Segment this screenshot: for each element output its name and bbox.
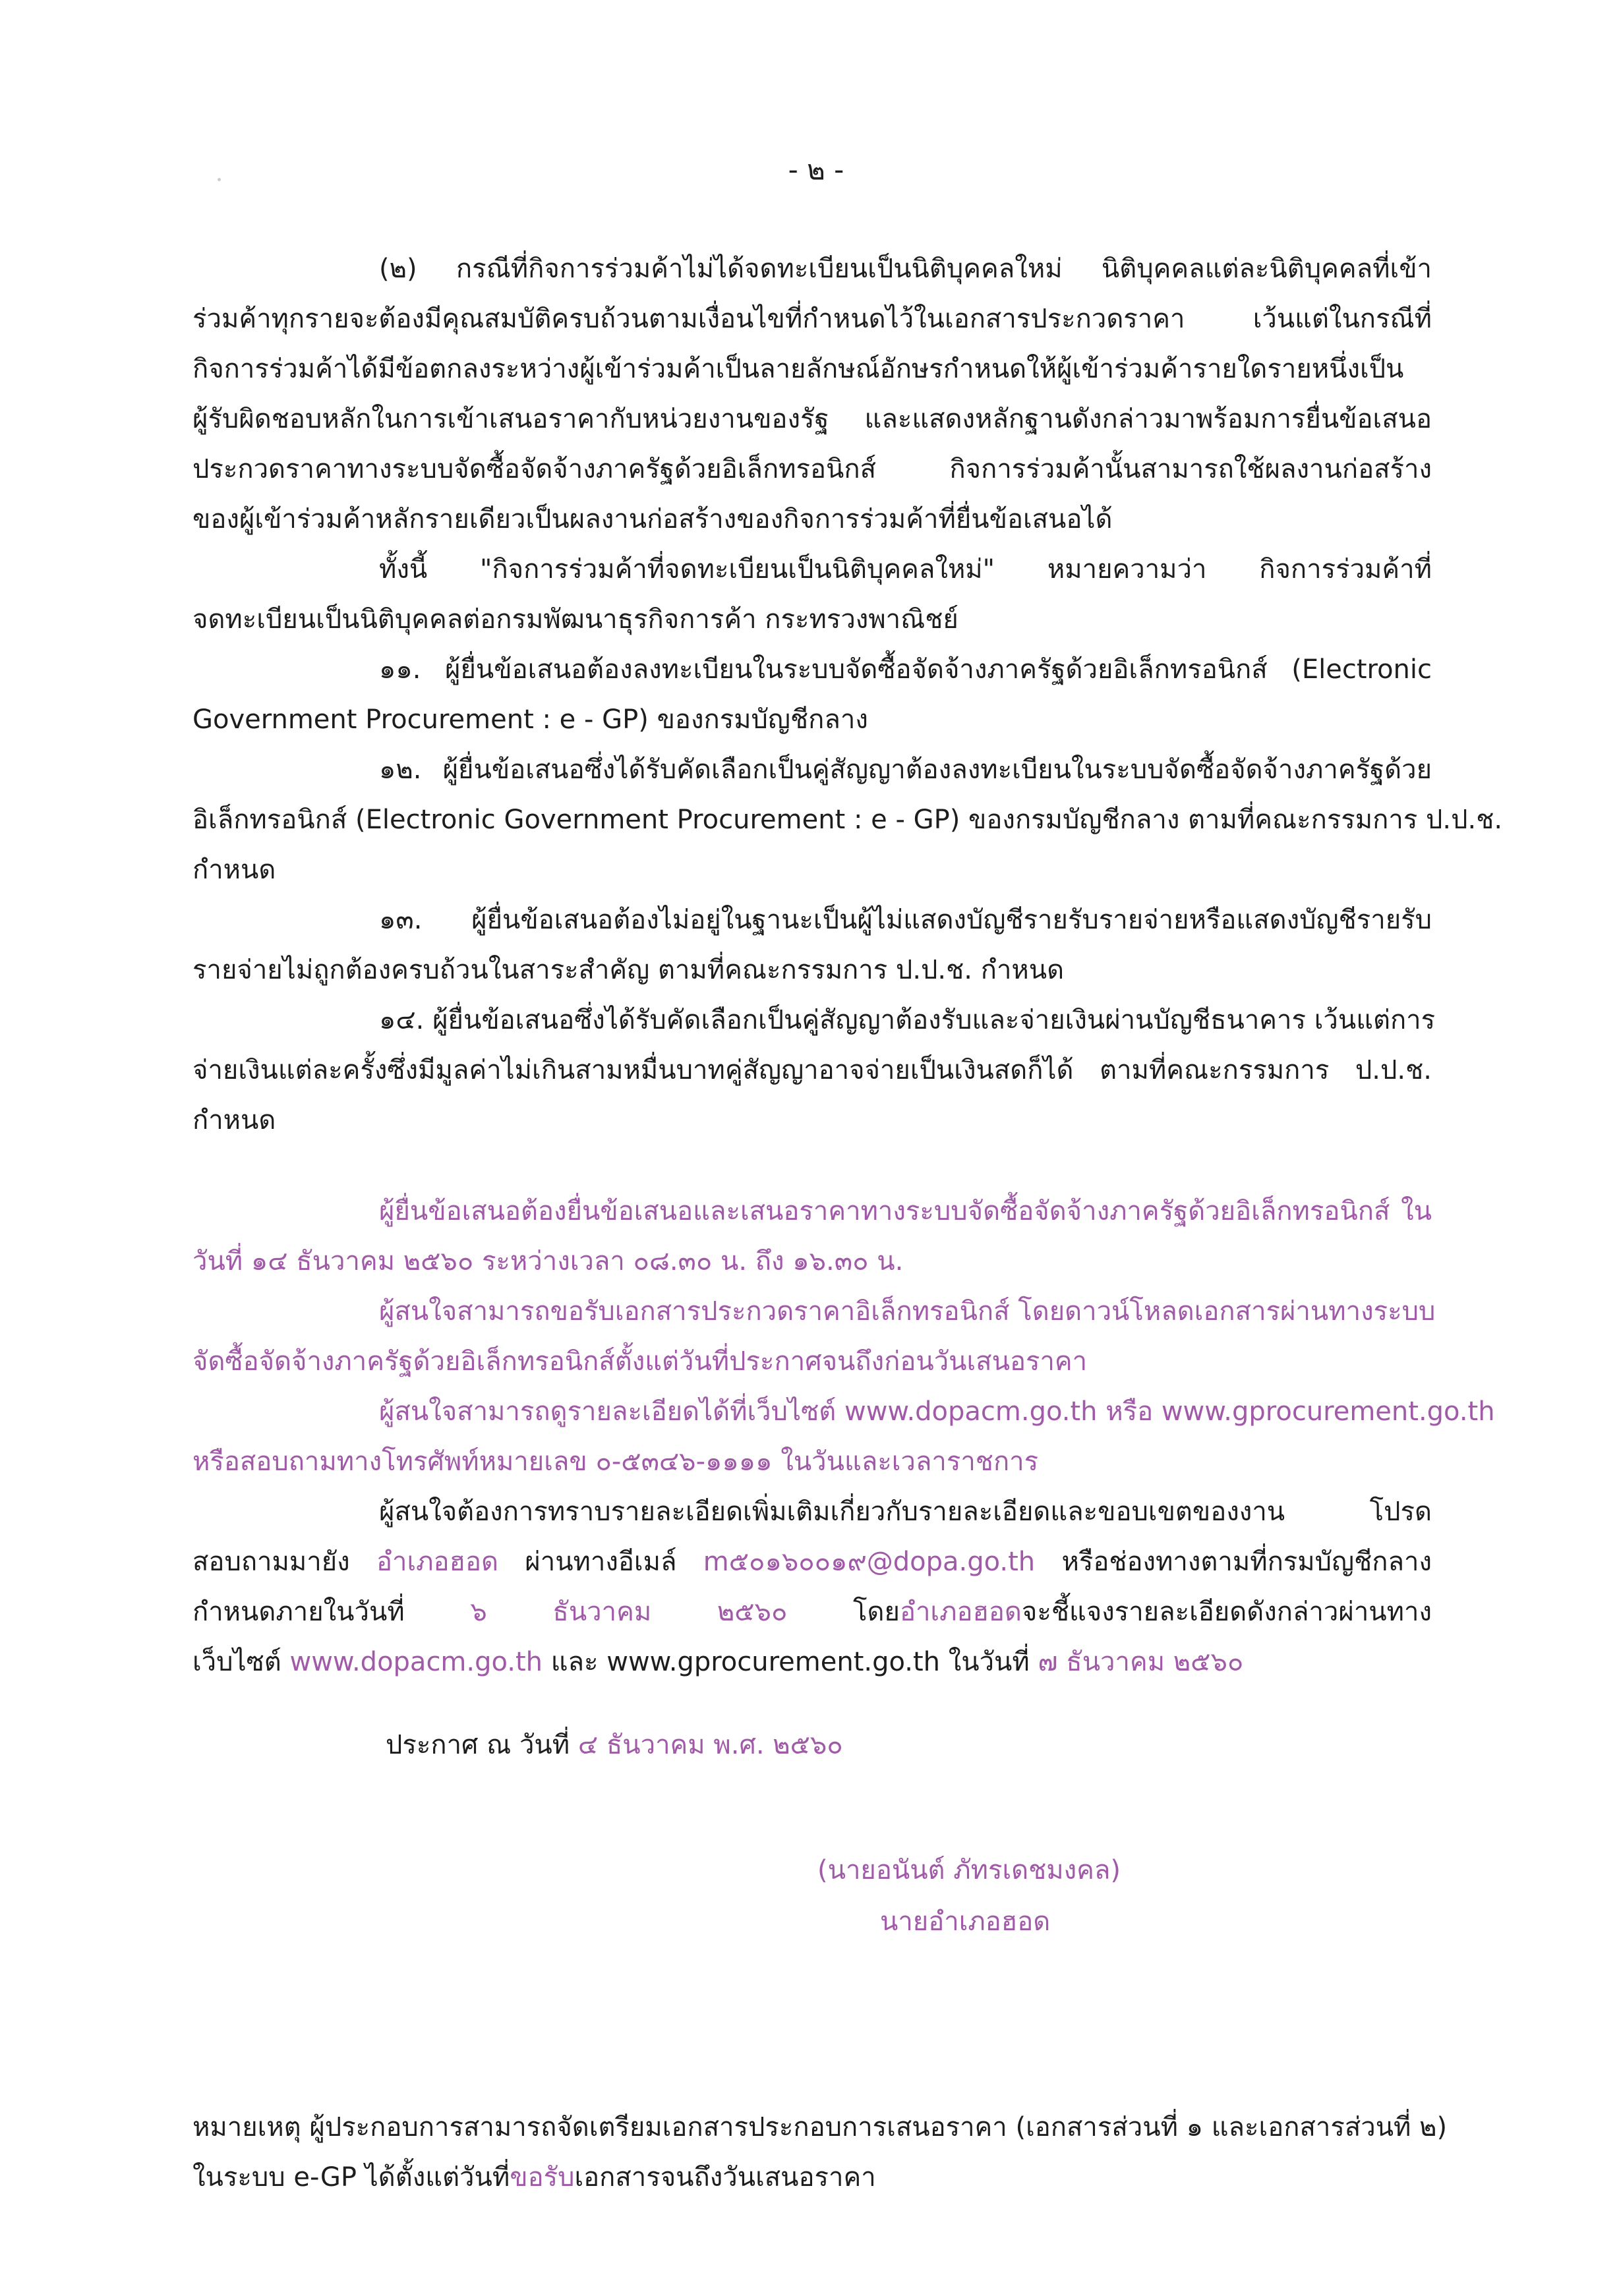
text-line xyxy=(192,501,1432,538)
text-segment: โดย xyxy=(787,1597,900,1627)
text-segment: กำหนด xyxy=(192,855,276,885)
text-segment: ๑๓. ผู้ยื่นข้อเสนอต้องไม่อยู่ในฐานะเป็นผู้ไม่แสดงบัญชีรายรับรายจ่ายหรือแสดงบัญชีรายรับ xyxy=(379,905,1432,935)
text-line xyxy=(379,902,1432,938)
text-line xyxy=(379,551,1432,588)
text-line xyxy=(192,451,1432,488)
text-segment: ๑๔. ผู้ยื่นข้อเสนอซึ่งได้รับคัดเลือกเป็นคู่สัญญาต้องรับและจ่ายเงินผ่านบัญชีธนาคาร เว้นแต่การ xyxy=(379,1005,1436,1035)
text-line xyxy=(880,1903,1050,1940)
text-line xyxy=(192,351,1432,387)
scan-speck xyxy=(218,178,221,181)
text-segment: สอบถามมายัง xyxy=(192,1547,376,1577)
text-segment: วันที่ ๑๔ ธันวาคม ๒๕๖๐ ระหว่างเวลา ๐๘.๓๐ น. ถึง ๑๖.๓๐ น. xyxy=(192,1246,904,1277)
text-line xyxy=(379,1193,1432,1230)
text-segment: อิเล็กทรอนิกส์ (Electronic Government Procurement : e - GP) ของกรมบัญชีกลาง ตามที่คณะกรรมการ ป.ป.ช. xyxy=(192,805,1503,835)
text-line xyxy=(386,1727,843,1764)
text-segment: จัดซื้อจัดจ้างภาครัฐด้วยอิเล็กทรอนิกส์ตั้งแต่วันที่ประกาศจนถึงก่อนวันเสนอราคา xyxy=(192,1346,1088,1377)
text-line xyxy=(192,1543,1432,1580)
text-line xyxy=(192,952,1064,989)
text-segment: m๕๐๑๖๐๐๑๙@dopa.go.th xyxy=(703,1547,1036,1577)
text-segment: อำเภอฮอด xyxy=(376,1547,498,1577)
text-line xyxy=(192,701,868,738)
text-segment: ผู้รับผิดชอบหลักในการเข้าเสนอราคากับหน่วยงานของรัฐ และแสดงหลักฐานดังกล่าวมาพร้อมการยื่นข้อเสนอ xyxy=(192,404,1432,434)
text-line xyxy=(379,250,1432,287)
text-segment: ๔ ธันวาคม พ.ศ. ๒๕๖๐ xyxy=(577,1730,843,1760)
text-line xyxy=(192,2109,1448,2146)
text-segment: ทั้งนี้ "กิจการร่วมค้าที่จดทะเบียนเป็นนิติบุคคลใหม่" หมายความว่า กิจการร่วมค้าที่ xyxy=(379,554,1432,585)
text-segment: www.dopacm.go.th xyxy=(289,1647,543,1677)
text-line xyxy=(192,801,1503,838)
text-segment: ผู้ยื่นข้อเสนอต้องยื่นข้อเสนอและเสนอราคาทางระบบจัดซื้อจัดจ้างภาครัฐด้วยอิเล็กทรอนิกส์ ใน xyxy=(379,1196,1432,1226)
text-segment: ในระบบ e-GP ได้ตั้งแต่วันที่ xyxy=(192,2162,510,2193)
text-segment: และ www.gprocurement.go.th ในวันที่ xyxy=(543,1647,1038,1677)
text-segment: ๗ ธันวาคม ๒๕๖๐ xyxy=(1038,1647,1244,1677)
text-segment: ประกวดราคาทางระบบจัดซื้อจัดจ้างภาครัฐด้วยอิเล็กทรอนิกส์ กิจการร่วมค้านั้นสามารถใช้ผลงานก่อสร้าง xyxy=(192,454,1432,484)
text-segment: รายจ่ายไม่ถูกต้องครบถ้วนในสาระสำคัญ ตามที่คณะกรรมการ ป.ป.ช. กำหนด xyxy=(192,955,1065,985)
text-segment: เว็บไซต์ xyxy=(192,1647,290,1677)
text-segment: จ่ายเงินแต่ละครั้งซึ่งมีมูลค่าไม่เกินสามหมื่นบาทคู่สัญญาอาจจ่ายเป็นเงินสดก็ได้ ตามที่คณะกรรมการ ป.ป.ช. xyxy=(192,1055,1432,1085)
text-line xyxy=(379,1293,1436,1330)
text-segment: หรือสอบถามทางโทรศัพท์หมายเลข ๐-๕๓๔๖-๑๑๑๑ ในวันและเวลาราชการ xyxy=(192,1447,1039,1477)
text-segment: ของผู้เข้าร่วมค้าหลักรายเดียวเป็นผลงานก่อสร้างของกิจการร่วมค้าที่ยื่นข้อเสนอได้ xyxy=(192,504,1113,534)
text-line xyxy=(192,1343,1087,1380)
text-segment: จดทะเบียนเป็นนิติบุคคลต่อกรมพัฒนาธุรกิจการค้า กระทรวงพาณิชย์ xyxy=(192,604,958,635)
text-segment: (๒) กรณีที่กิจการร่วมค้าไม่ได้จดทะเบียนเป็นนิติบุคคลใหม่ นิติบุคคลแต่ละนิติบุคคลที่เข้า xyxy=(379,254,1432,284)
text-line xyxy=(192,851,276,888)
text-segment: ผู้สนใจสามารถดูรายละเอียดได้ที่เว็บไซต์ www.dopacm.go.th หรือ www.gprocurement.go.th xyxy=(379,1396,1495,1427)
text-segment: (นายอนันต์ ภัทรเดชมงคล) xyxy=(817,1855,1121,1885)
text-line xyxy=(192,1443,1038,1480)
text-segment: กำหนดภายในวันที่ xyxy=(192,1597,471,1627)
text-line xyxy=(379,651,1432,688)
text-segment: อำเภอฮอด xyxy=(899,1597,1022,1627)
text-line xyxy=(192,1102,276,1139)
text-segment: หมายเหตุ ผู้ประกอบการสามารถจัดเตรียมเอกสารประกอบการเสนอราคา (เอกสารส่วนที่ ๑ และเอกสารส่วนที่ ๒) xyxy=(192,2112,1448,2142)
text-segment: กำหนด xyxy=(192,1105,276,1135)
text-segment: ผู้สนใจต้องการทราบรายละเอียดเพิ่มเติมเกี่ยวกับรายละเอียดและขอบเขตของงาน โปรด xyxy=(379,1497,1432,1527)
text-segment: ประกาศ ณ วันที่ xyxy=(386,1730,578,1760)
text-line xyxy=(192,2159,876,2196)
text-line xyxy=(817,1852,1121,1889)
text-segment: หรือช่องทางตามที่กรมบัญชีกลาง xyxy=(1035,1547,1432,1577)
text-line xyxy=(192,301,1432,337)
text-line xyxy=(379,1493,1432,1530)
text-line xyxy=(379,1393,1495,1430)
text-segment: ๑๑. ผู้ยื่นข้อเสนอต้องลงทะเบียนในระบบจัดซื้อจัดจ้างภาครัฐด้วยอิเล็กทรอนิกส์ (Electronic xyxy=(379,654,1432,685)
page-number: - ๒ - xyxy=(788,154,844,186)
text-segment: ๖ ธันวาคม ๒๕๖๐ xyxy=(470,1597,788,1627)
text-segment: นายอำเภอฮอด xyxy=(880,1907,1051,1937)
text-line xyxy=(192,401,1432,438)
text-line xyxy=(379,751,1432,788)
text-segment: ขอรับ xyxy=(510,2162,575,2193)
text-segment: ๑๒. ผู้ยื่นข้อเสนอซึ่งได้รับคัดเลือกเป็นคู่สัญญาต้องลงทะเบียนในระบบจัดซื้อจัดจ้างภาครัฐด้วย xyxy=(379,755,1432,785)
text-line xyxy=(379,1002,1436,1039)
text-segment: ผู้สนใจสามารถขอรับเอกสารประกวดราคาอิเล็กทรอนิกส์ โดยดาวน์โหลดเอกสารผ่านทางระบบ xyxy=(379,1296,1436,1327)
text-segment: กิจการร่วมค้าได้มีข้อตกลงระหว่างผู้เข้าร่วมค้าเป็นลายลักษณ์อักษรกำหนดให้ผู้เข้าร่วมค้ารายใดรายหนึ่งเป็น xyxy=(192,354,1404,384)
text-segment: ผ่านทางอีเมล์ xyxy=(498,1547,703,1577)
text-line xyxy=(192,1052,1432,1089)
text-segment: จะชี้แจงรายละเอียดดังกล่าวผ่านทาง xyxy=(1021,1597,1432,1627)
text-line xyxy=(192,1593,1432,1630)
text-line xyxy=(192,601,958,638)
text-line xyxy=(192,1243,903,1280)
text-segment: ร่วมค้าทุกรายจะต้องมีคุณสมบัติครบถ้วนตามเงื่อนไขที่กำหนดไว้ในเอกสารประกวดราคา เว้นแต่ในกรณีที่ xyxy=(192,304,1432,334)
text-line xyxy=(192,1644,1243,1680)
text-segment: Government Procurement : e - GP) ของกรมบัญชีกลาง xyxy=(192,704,868,735)
text-segment: เอกสารจนถึงวันเสนอราคา xyxy=(574,2162,876,2193)
